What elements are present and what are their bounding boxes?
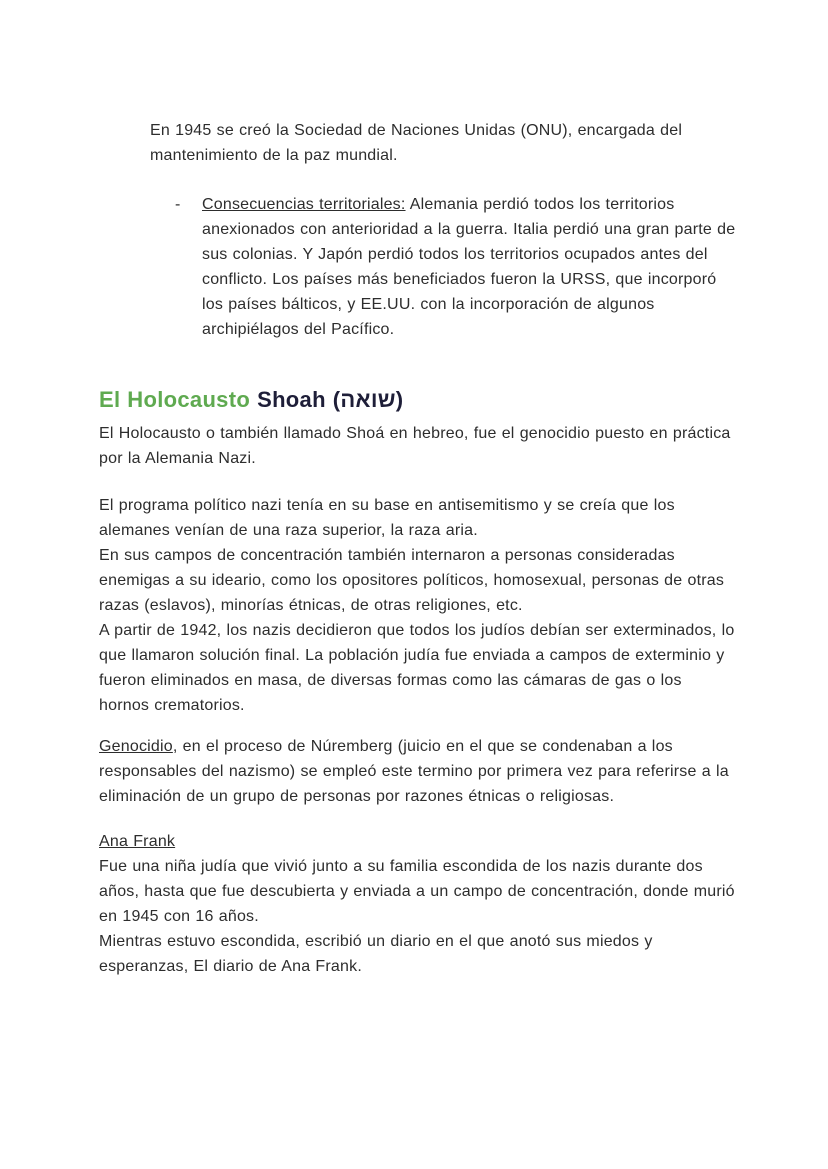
heading-green-text: El Holocausto bbox=[99, 387, 251, 412]
genocidio-lead-underlined: Genocidio bbox=[99, 738, 173, 755]
bullet-body-text: Alemania perdió todos los territorios anexionados con anterioridad a la guerra. Italia perdió una gran parte de sus colonias. Y Japón perdió todos los territorios ocupados antes del conflicto. Los países más beneficiados fueron la URSS, que incorporó los países bálticos, y EE.UU. con la incorporación de algunos archipiélagos del Pacífico. bbox=[202, 196, 736, 338]
bullet-paragraph bbox=[202, 192, 736, 342]
holocaust-paragraph-3: En sus campos de concentración también internaron a personas consideradas enemigas a su ideario, como los opositores políticos, homosexual, personas de otras razas (eslavos), minorías étnicas, de otras religiones, etc. bbox=[99, 547, 725, 614]
intro-paragraph: En 1945 se creó la Sociedad de Naciones Unidas (ONU), encargada del mantenimiento de la paz mundial. bbox=[150, 122, 683, 164]
genocidio-paragraph bbox=[99, 734, 736, 809]
bullet-marker: - bbox=[175, 196, 181, 213]
ana-frank-paragraph-2: Mientras estuvo escondida, escribió un diario en el que anotó sus miedos y esperanzas, El diario de Ana Frank. bbox=[99, 933, 653, 975]
ana-frank-paragraph-1: Fue una niña judía que vivió junto a su familia escondida de los nazis durante dos años, hasta que fue descubierta y enviada a un campo de concentración, donde murió en 1945 con 16 años. bbox=[99, 858, 735, 925]
holocaust-paragraph-2: El programa político nazi tenía en su base en antisemitismo y se creía que los alemanes venían de una raza superior, la raza aria. bbox=[99, 497, 675, 539]
bullet-lead-underlined: Consecuencias territoriales: bbox=[202, 196, 406, 213]
ana-frank-title: Ana Frank bbox=[99, 833, 176, 850]
bullet-item bbox=[99, 192, 736, 342]
heading-dark-text: Shoah (שואה) bbox=[257, 387, 404, 412]
holocaust-paragraph-1: El Holocausto o también llamado Shoá en hebreo, fue el genocidio puesto en práctica por la Alemania Nazi. bbox=[99, 425, 731, 467]
document-content bbox=[99, 118, 736, 979]
holocaust-paragraph-4: A partir de 1942, los nazis decidieron que todos los judíos debían ser exterminados, lo que llamaron solución final. La población judía fue enviada a campos de exterminio y fueron eliminados en masa, de diversas formas como las cámaras de gas o los hornos crematorios. bbox=[99, 622, 735, 714]
section-heading-holocausto bbox=[99, 386, 736, 414]
genocidio-body-text: , en el proceso de Núremberg (juicio en el que se condenaban a los responsables del nazismo) se empleó este termino por primera vez para referirse a la eliminación de un grupo de personas por razones étnicas o religiosas. bbox=[99, 738, 729, 805]
